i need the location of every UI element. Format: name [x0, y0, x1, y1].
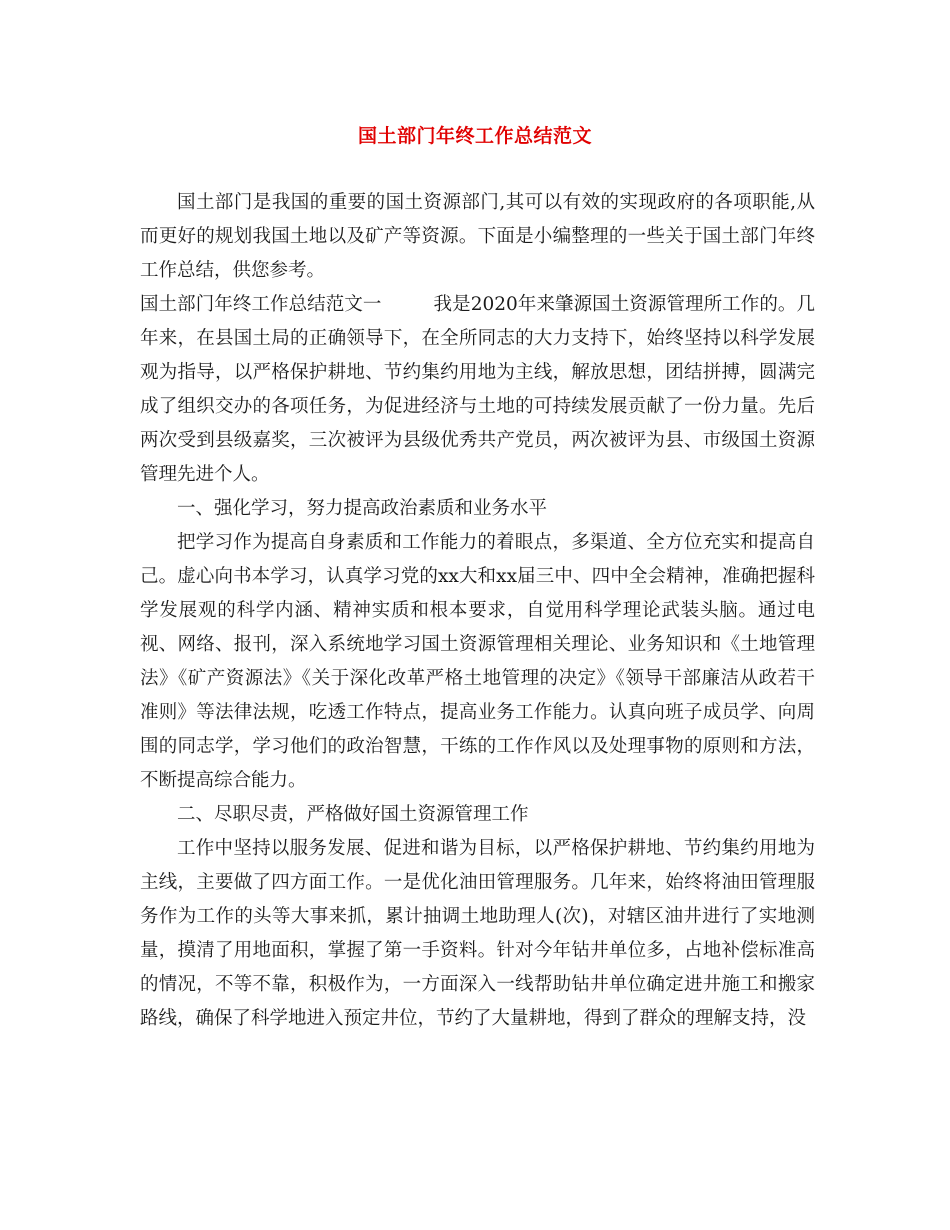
document-title: 国土部门年终工作总结范文 — [357, 125, 592, 147]
paragraph-2: 工作中坚持以服务发展、促进和谐为目标，以严格保护耕地、节约集约用地为主线，主要做了四方面工作。一是优化油田管理服务。几年来，始终将油田管理服务作为工作的头等大事来抓，累计抽调土地助理人(次)，对辖区油井进行了实地测量，摸清了用地面积，掌握了第一手资料。针对今年钻井单位多，占地补偿标准高的情况，不等不靠，积极作为，一方面深入一线帮助钻井单位确定进井施工和搬家路线，确保了科学地进入预定井位，节约了大量耕地，得到了群众的理解支持，没 — [140, 838, 815, 1029]
section1-text: 我是2020年来肇源国土资源管理所工作的。几年来，在县国土局的正确领导下，在全所同志的大力支持下，始终坚持以科学发展观为指导，以严格保护耕地、节约集约用地为主线，解放思想，团结拼搏，圆满完成了组织交办的各项任务，为促进经济与土地的可持续发展贡献了一份力量。先后两次受到县级嘉奖，三次被评为县级优秀共产党员，两次被评为县、市级国土资源管理先进个人。 — [140, 294, 815, 485]
section1-paragraph — [140, 288, 815, 492]
section1-label: 国土部门年终工作总结范文一 — [140, 294, 382, 315]
paragraph-1: 把学习作为提高自身素质和工作能力的着眼点，多渠道、全方位充实和提高自己。虚心向书本学习，认真学习党的xx大和xx届三中、四中全会精神，准确把握科学发展观的科学内涵、精神实质和根本要求，自觉用科学理论武装头脑。通过电视、网络、报刊，深入系统地学习国土资源管理相关理论、业务知识和《土地管理法》《矿产资源法》《关于深化改革严格土地管理的决定》《领导干部廉洁从政若干准则》等法律法规，吃透工作特点，提高业务工作能力。认真向班子成员学、向周围的同志学，学习他们的政治智慧，干练的工作作风以及处理事物的原则和方法，不断提高综合能力。 — [140, 532, 815, 791]
heading-2: 二、尽职尽责，严格做好国土资源管理工作 — [177, 804, 529, 825]
intro-paragraph: 国土部门是我国的重要的国土资源部门,其可以有效的实现政府的各项职能,从而更好的规划我国土地以及矿产等资源。下面是小编整理的一些关于国土部门年终工作总结，供您参考。 — [140, 192, 815, 281]
document-body — [140, 186, 815, 1036]
heading-1: 一、强化学习，努力提高政治素质和业务水平 — [177, 498, 548, 519]
